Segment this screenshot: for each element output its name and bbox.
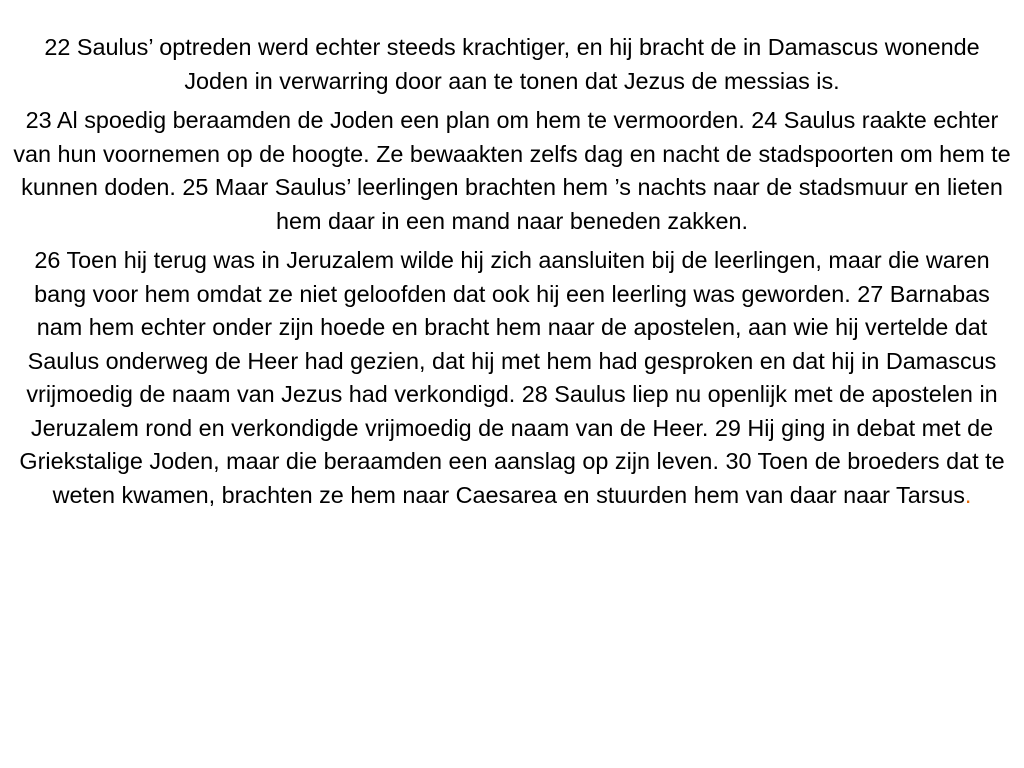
- paragraph-verses-26-30: [12, 244, 1012, 512]
- paragraph-verses-23-25: 23 Al spoedig beraamden de Joden een plan om hem te vermoorden. 24 Saulus raakte echter van hun voornemen op de hoogte. Ze bewaakten zelfs dag en nacht de stadspoorten om hem te kunnen doden. 25 Maar Saulus’ leerlingen brachten hem ’s nachts naar de stadsmuur en lieten hem daar in een mand naar beneden zakken.: [13, 107, 1011, 234]
- slide-text-body: [12, 31, 1012, 518]
- paragraph-verses-26-30-text: 26 Toen hij terug was in Jeruzalem wilde hij zich aansluiten bij de leerlingen, maar die waren bang voor hem omdat ze niet geloofden dat ook hij een leerling was geworden. 27 Barnabas nam hem echter onder zijn hoede en bracht hem naar de apostelen, aan wie hij vertelde dat Saulus onderweg de Heer had gezien, dat hij met hem had gesproken en dat hij in Damascus vrijmoedig de naam van Jezus had verkondigd. 28 Saulus liep nu openlijk met de apostelen in Jeruzalem rond en verkondigde vrijmoedig de naam van de Heer. 29 Hij ging in debat met de Griekstalige Joden, maar die beraamden een aanslag op zijn leven. 30 Toen de broeders dat te weten kwamen, brachten ze hem naar Caesarea en stuurden hem van daar naar Tarsus: [19, 247, 1005, 508]
- paragraph-verse-22: 22 Saulus’ optreden werd echter steeds krachtiger, en hij bracht de in Damascus wonende Joden in verwarring door aan te tonen dat Jezus de messias is.: [44, 34, 980, 94]
- final-period: .: [964, 481, 972, 508]
